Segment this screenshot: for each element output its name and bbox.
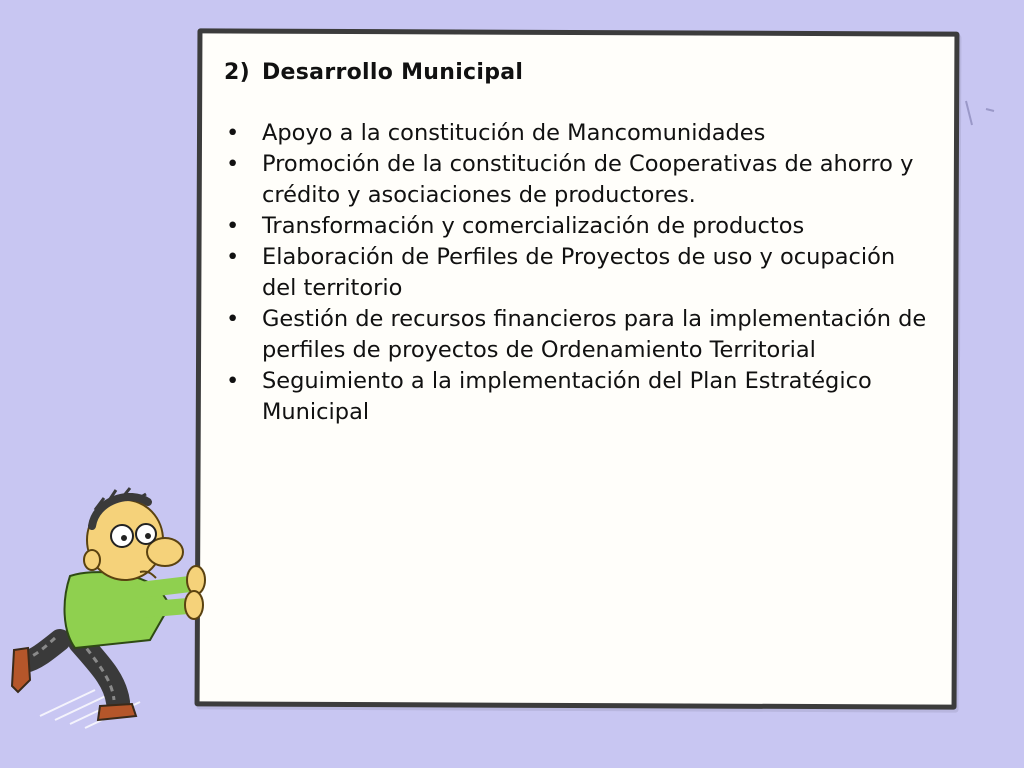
cartoon-man-pushing-board-icon	[0, 480, 220, 740]
list-item	[224, 366, 934, 428]
list-item	[224, 242, 934, 304]
bullet-icon: •	[226, 368, 240, 394]
bullet-list	[224, 118, 934, 428]
bullet-icon: •	[226, 120, 240, 146]
list-item-text: Gestión de recursos financieros para la implementación de perfiles de proyectos de Ordenamiento Territorial	[262, 306, 927, 363]
section-title: Desarrollo Municipal	[262, 60, 524, 85]
list-item	[224, 149, 934, 211]
section-number: 2)	[224, 60, 250, 85]
list-item-text: Seguimiento a la implementación del Plan Estratégico Municipal	[262, 368, 872, 425]
bullet-icon: •	[226, 151, 240, 177]
list-item	[224, 304, 934, 366]
list-item-text: Apoyo a la constitución de Mancomunidades	[262, 120, 766, 146]
list-item-text: Promoción de la constitución de Cooperativas de ahorro y crédito y asociaciones de productores.	[262, 151, 914, 208]
bullet-icon: •	[226, 213, 240, 239]
bullet-icon: •	[226, 244, 240, 270]
list-item-text: Transformación y comercialización de productos	[262, 213, 805, 239]
list-item-text: Elaboración de Perfiles de Proyectos de uso y ocupación del territorio	[262, 244, 896, 301]
bullet-icon: •	[226, 306, 240, 332]
scribble-mark-icon	[960, 95, 1000, 135]
section-heading	[224, 60, 523, 85]
list-item	[224, 211, 934, 242]
list-item	[224, 118, 934, 149]
